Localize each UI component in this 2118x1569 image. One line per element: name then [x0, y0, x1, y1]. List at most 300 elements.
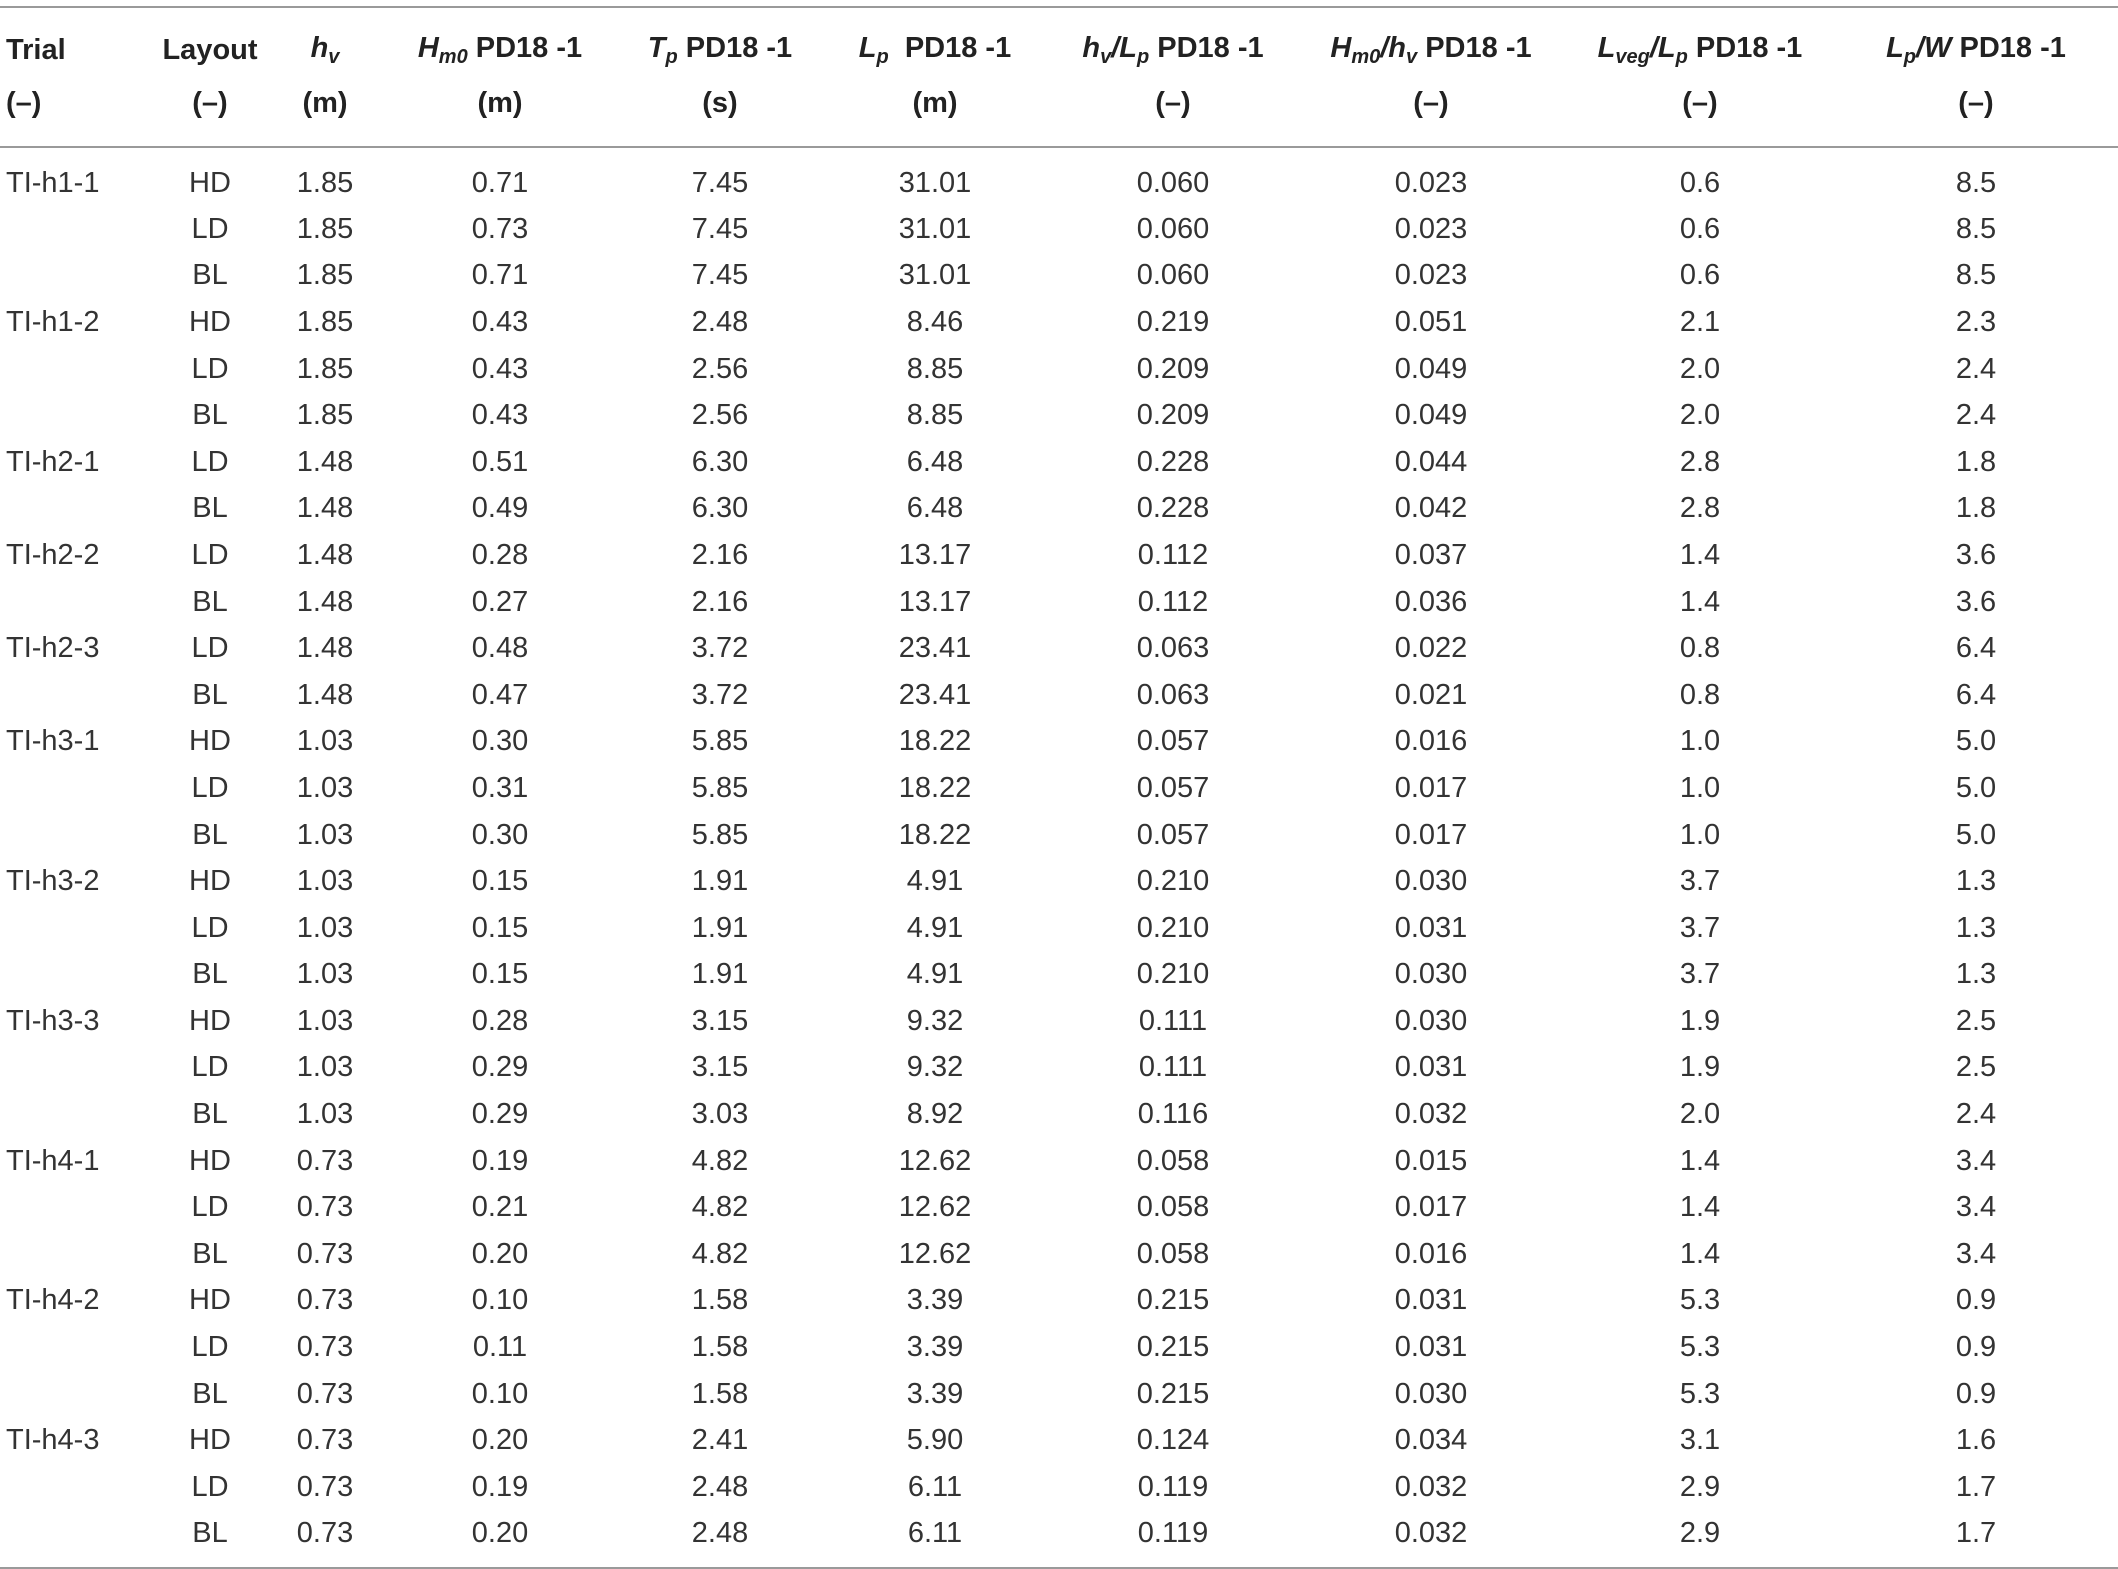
- value-cell: 1.03: [296, 958, 354, 991]
- layout-cell: LD: [191, 445, 229, 478]
- value-cell: 0.228: [1136, 445, 1210, 478]
- column-header-subscript: m0: [438, 45, 468, 68]
- table-row: [0, 299, 2118, 346]
- value-cell: 5.3: [1679, 1331, 1721, 1364]
- table-row: [0, 147, 2118, 206]
- value-cell: 1.91: [691, 958, 749, 991]
- column-header-symbol-2: /W: [1916, 31, 1952, 64]
- value-cell: 3.4: [1955, 1191, 1997, 1224]
- value-cell: 8.46: [906, 305, 964, 338]
- value-cell: 3.39: [906, 1284, 964, 1317]
- value-cell: 4.82: [691, 1191, 749, 1224]
- value-cell: 5.3: [1679, 1377, 1721, 1410]
- value-cell: 2.1: [1679, 305, 1721, 338]
- value-cell: 1.9: [1679, 1051, 1721, 1084]
- layout-cell: LD: [191, 352, 229, 385]
- value-cell: 2.8: [1679, 445, 1721, 478]
- value-cell: 0.71: [471, 259, 529, 292]
- value-cell: 1.91: [691, 911, 749, 944]
- layout-cell: HD: [189, 725, 231, 758]
- column-unit-0: (–): [0, 78, 150, 147]
- value-cell: 18.22: [898, 818, 972, 851]
- value-cell: 0.210: [1136, 911, 1210, 944]
- column-unit-2: (m): [270, 78, 380, 147]
- table-row: [0, 486, 2118, 533]
- value-cell: 1.48: [296, 492, 354, 525]
- layout-cell: HD: [189, 1004, 231, 1037]
- value-cell: 13.17: [898, 585, 972, 618]
- value-cell: 2.41: [691, 1424, 749, 1457]
- value-cell: 1.03: [296, 1098, 354, 1131]
- layout-cell: HD: [189, 305, 231, 338]
- column-header-subscript: p: [665, 45, 678, 68]
- value-cell: 0.49: [471, 492, 529, 525]
- value-cell: 1.8: [1955, 445, 1997, 478]
- table-row: [0, 392, 2118, 439]
- value-cell: 1.03: [296, 1051, 354, 1084]
- value-cell: 1.85: [296, 166, 354, 199]
- trial-cell: [0, 1371, 150, 1418]
- trial-cell: [0, 672, 150, 719]
- value-cell: 1.48: [296, 538, 354, 571]
- value-cell: 0.063: [1136, 632, 1210, 665]
- trial-cell: [0, 952, 150, 999]
- table-row: [0, 1511, 2118, 1569]
- value-cell: 0.022: [1394, 632, 1468, 665]
- value-cell: 0.9: [1955, 1331, 1997, 1364]
- value-cell: 5.0: [1955, 771, 1997, 804]
- value-cell: 1.03: [296, 771, 354, 804]
- value-cell: 0.29: [471, 1098, 529, 1131]
- value-cell: 0.032: [1394, 1470, 1468, 1503]
- value-cell: 0.48: [471, 632, 529, 665]
- value-cell: 3.03: [691, 1098, 749, 1131]
- value-cell: 3.7: [1679, 865, 1721, 898]
- value-cell: 0.8: [1679, 632, 1721, 665]
- value-cell: 3.6: [1955, 538, 1997, 571]
- column-header-4: [620, 0, 820, 78]
- trial-cell: TI-h3-1: [6, 725, 100, 758]
- value-cell: 0.228: [1136, 492, 1210, 525]
- trial-cell: TI-h4-2: [6, 1284, 100, 1317]
- layout-cell: LD: [191, 1470, 229, 1503]
- value-cell: 0.73: [296, 1331, 354, 1364]
- layout-cell: LD: [191, 212, 229, 245]
- value-cell: 0.057: [1136, 725, 1210, 758]
- trial-cell: [0, 905, 150, 952]
- value-cell: 0.73: [270, 1511, 380, 1569]
- layout-cell: BL: [192, 585, 228, 618]
- column-header-subscript-2: p: [1675, 45, 1688, 68]
- value-cell: 1.03: [296, 1004, 354, 1037]
- value-cell: 0.042: [1394, 492, 1468, 525]
- column-unit-6: (–): [1050, 78, 1296, 147]
- value-cell: 0.021: [1394, 678, 1468, 711]
- trial-cell: [0, 253, 150, 300]
- value-cell: 0.6: [1679, 212, 1721, 245]
- value-cell: 12.62: [898, 1237, 972, 1270]
- column-header-subscript: v: [1100, 45, 1112, 68]
- value-cell: 1.4: [1679, 538, 1721, 571]
- value-cell: 1.0: [1679, 818, 1721, 851]
- value-cell: 6.48: [906, 445, 964, 478]
- value-cell: 0.017: [1394, 1191, 1468, 1224]
- column-header-6: [1050, 0, 1296, 78]
- column-unit-4: (s): [620, 78, 820, 147]
- value-cell: 0.31: [471, 771, 529, 804]
- value-cell: 0.30: [471, 818, 529, 851]
- value-cell: 0.10: [471, 1377, 529, 1410]
- value-cell: 5.85: [691, 771, 749, 804]
- value-cell: 0.6: [1679, 166, 1721, 199]
- layout-cell: HD: [189, 166, 231, 199]
- value-cell: 0.119: [1137, 1470, 1209, 1503]
- value-cell: 8.5: [1955, 259, 1997, 292]
- value-cell: 2.4: [1955, 1098, 1997, 1131]
- value-cell: 31.01: [898, 212, 972, 245]
- column-unit-8: (–): [1566, 78, 1834, 147]
- column-header-8: [1566, 0, 1834, 78]
- value-cell: 0.119: [1050, 1511, 1296, 1569]
- layout-cell: BL: [150, 1511, 270, 1569]
- value-cell: 0.15: [471, 865, 529, 898]
- value-cell: 4.82: [691, 1237, 749, 1270]
- column-header-symbol-2: /L: [1649, 31, 1676, 64]
- value-cell: 0.112: [1137, 538, 1209, 571]
- column-header-subscript: p: [876, 45, 889, 68]
- value-cell: 8.85: [906, 399, 964, 432]
- trial-cell: TI-h3-3: [6, 1004, 100, 1037]
- trial-cell: TI-h3-2: [6, 865, 100, 898]
- value-cell: 1.7: [1955, 1470, 1997, 1503]
- value-cell: 0.8: [1679, 678, 1721, 711]
- value-cell: 8.85: [906, 352, 964, 385]
- value-cell: 1.85: [296, 305, 354, 338]
- value-cell: 0.030: [1394, 1004, 1468, 1037]
- column-header-5: [820, 0, 1050, 78]
- value-cell: 2.5: [1955, 1051, 1997, 1084]
- value-cell: 1.48: [296, 585, 354, 618]
- trial-cell: [0, 1324, 150, 1371]
- layout-cell: HD: [189, 1144, 231, 1177]
- layout-cell: BL: [192, 1237, 228, 1270]
- value-cell: 0.034: [1394, 1424, 1468, 1457]
- value-cell: 0.030: [1394, 958, 1468, 991]
- table-row: [0, 579, 2118, 626]
- table-row: [0, 858, 2118, 905]
- value-cell: 3.39: [906, 1377, 964, 1410]
- value-cell: 0.037: [1394, 538, 1468, 571]
- value-cell: 3.15: [691, 1051, 749, 1084]
- value-cell: 0.15: [471, 911, 529, 944]
- trial-cell: TI-h2-3: [6, 632, 100, 665]
- value-cell: 2.3: [1955, 305, 1997, 338]
- trial-cell: TI-h4-1: [6, 1144, 100, 1177]
- value-cell: 0.060: [1136, 166, 1210, 199]
- value-cell: 9.32: [906, 1051, 964, 1084]
- value-cell: 0.030: [1394, 1377, 1468, 1410]
- column-header-subscript: v: [328, 45, 340, 68]
- value-cell: 1.03: [296, 725, 354, 758]
- value-cell: 3.4: [1955, 1144, 1997, 1177]
- value-cell: 2.56: [691, 399, 749, 432]
- column-header-suffix: PD18 -1: [467, 31, 583, 64]
- column-header-symbol: h: [1082, 31, 1101, 64]
- value-cell: 0.20: [380, 1511, 620, 1569]
- value-cell: 0.73: [296, 1144, 354, 1177]
- table-row: [0, 1184, 2118, 1231]
- value-cell: 0.43: [471, 399, 529, 432]
- value-cell: 2.0: [1679, 1098, 1721, 1131]
- value-cell: 0.21: [471, 1191, 529, 1224]
- trial-cell: TI-h1-2: [6, 305, 100, 338]
- layout-cell: HD: [189, 865, 231, 898]
- column-header-suffix: PD18 -1: [1417, 31, 1532, 64]
- column-header-suffix: PD18 -1: [1951, 31, 2066, 64]
- value-cell: 1.85: [296, 352, 354, 385]
- value-cell: 0.43: [471, 305, 529, 338]
- column-header-7: [1296, 0, 1566, 78]
- table-row: [0, 532, 2118, 579]
- value-cell: 0.111: [1138, 1004, 1208, 1037]
- column-header-9: [1834, 0, 2118, 78]
- value-cell: 0.060: [1136, 259, 1210, 292]
- value-cell: 6.4: [1955, 678, 1997, 711]
- value-cell: 0.032: [1296, 1511, 1566, 1569]
- value-cell: 18.22: [898, 725, 972, 758]
- column-header-suffix: PD18 -1: [888, 31, 1012, 64]
- value-cell: 0.036: [1394, 585, 1468, 618]
- value-cell: 1.3: [1955, 911, 1997, 944]
- value-cell: 0.023: [1394, 166, 1468, 199]
- value-cell: 0.063: [1136, 678, 1210, 711]
- column-unit-7: (–): [1296, 78, 1566, 147]
- value-cell: 1.3: [1955, 865, 1997, 898]
- value-cell: 3.6: [1955, 585, 1997, 618]
- value-cell: 0.30: [471, 725, 529, 758]
- column-unit-3: (m): [380, 78, 620, 147]
- value-cell: 0.044: [1394, 445, 1468, 478]
- column-header-symbol-2: /L: [1111, 31, 1137, 64]
- value-cell: 3.7: [1679, 911, 1721, 944]
- value-cell: 4.91: [906, 865, 964, 898]
- value-cell: 0.023: [1394, 212, 1468, 245]
- value-cell: 0.210: [1136, 865, 1210, 898]
- trial-cell: [0, 206, 150, 253]
- value-cell: 1.03: [296, 818, 354, 851]
- column-header-suffix: PD18 -1: [1687, 31, 1803, 64]
- trial-cell: [0, 392, 150, 439]
- layout-cell: BL: [192, 818, 228, 851]
- value-cell: 5.0: [1955, 725, 1997, 758]
- value-cell: 0.209: [1136, 399, 1210, 432]
- value-cell: 0.017: [1394, 818, 1468, 851]
- value-cell: 6.4: [1955, 632, 1997, 665]
- value-cell: 0.032: [1394, 1098, 1468, 1131]
- value-cell: 6.30: [691, 445, 749, 478]
- table-row: [0, 1324, 2118, 1371]
- column-header-subscript-2: v: [1406, 45, 1418, 68]
- table-row: [0, 625, 2118, 672]
- value-cell: 0.51: [471, 445, 529, 478]
- layout-cell: LD: [191, 1051, 229, 1084]
- value-cell: 2.0: [1679, 352, 1721, 385]
- header-row-units: [0, 78, 2118, 147]
- trial-cell: [0, 346, 150, 393]
- value-cell: 0.219: [1136, 305, 1210, 338]
- value-cell: 0.057: [1136, 818, 1210, 851]
- trial-cell: [0, 579, 150, 626]
- value-cell: 1.0: [1679, 725, 1721, 758]
- table-header: [0, 0, 2118, 147]
- trial-cell: [0, 765, 150, 812]
- column-header-symbol: H: [417, 31, 439, 64]
- value-cell: 0.6: [1679, 259, 1721, 292]
- value-cell: 0.058: [1136, 1191, 1210, 1224]
- trial-cell: TI-h4-3: [6, 1424, 100, 1457]
- value-cell: 1.8: [1955, 492, 1997, 525]
- value-cell: 0.049: [1394, 399, 1468, 432]
- value-cell: 0.19: [471, 1144, 529, 1177]
- column-header-symbol: T: [647, 31, 666, 64]
- value-cell: 1.48: [296, 632, 354, 665]
- trial-cell: [0, 812, 150, 859]
- value-cell: 0.058: [1136, 1237, 1210, 1270]
- value-cell: 6.48: [906, 492, 964, 525]
- value-cell: 3.7: [1679, 958, 1721, 991]
- value-cell: 0.124: [1136, 1424, 1210, 1457]
- value-cell: 0.112: [1137, 585, 1209, 618]
- value-cell: 0.9: [1955, 1377, 1997, 1410]
- value-cell: 0.9: [1955, 1284, 1997, 1317]
- value-cell: 0.73: [471, 212, 529, 245]
- value-cell: 0.023: [1394, 259, 1468, 292]
- value-cell: 0.28: [471, 538, 529, 571]
- value-cell: 2.9: [1679, 1470, 1721, 1503]
- layout-cell: HD: [189, 1424, 231, 1457]
- table-row: [0, 1231, 2118, 1278]
- value-cell: 2.16: [691, 538, 749, 571]
- value-cell: 7.45: [691, 212, 749, 245]
- value-cell: 18.22: [898, 771, 972, 804]
- table-row: [0, 672, 2118, 719]
- value-cell: 2.56: [691, 352, 749, 385]
- value-cell: 2.4: [1955, 352, 1997, 385]
- trial-cell: TI-h1-1: [6, 166, 100, 199]
- layout-cell: BL: [192, 1098, 228, 1131]
- value-cell: 1.3: [1955, 958, 1997, 991]
- table-row: [0, 905, 2118, 952]
- value-cell: 8.5: [1955, 212, 1997, 245]
- value-cell: 0.29: [471, 1051, 529, 1084]
- table-row: [0, 1278, 2118, 1325]
- value-cell: 12.62: [898, 1191, 972, 1224]
- value-cell: 0.057: [1136, 771, 1210, 804]
- value-cell: 0.031: [1394, 1331, 1468, 1364]
- value-cell: 0.73: [296, 1284, 354, 1317]
- trial-cell: [0, 1045, 150, 1092]
- layout-cell: BL: [192, 1377, 228, 1410]
- value-cell: 0.28: [471, 1004, 529, 1037]
- column-unit-1: (–): [150, 78, 270, 147]
- value-cell: 1.58: [691, 1331, 749, 1364]
- column-header-subscript: veg: [1615, 45, 1650, 68]
- trial-cell: [0, 1464, 150, 1511]
- value-cell: 0.215: [1136, 1331, 1210, 1364]
- column-header-subscript-2: p: [1136, 45, 1150, 68]
- value-cell: 5.85: [691, 818, 749, 851]
- value-cell: 0.060: [1136, 212, 1210, 245]
- value-cell: 1.4: [1679, 585, 1721, 618]
- value-cell: 0.43: [471, 352, 529, 385]
- column-header-0: [0, 0, 150, 78]
- layout-cell: LD: [191, 1191, 229, 1224]
- value-cell: 0.015: [1394, 1144, 1468, 1177]
- value-cell: 1.58: [691, 1377, 749, 1410]
- value-cell: 13.17: [898, 538, 972, 571]
- trial-cell: TI-h2-2: [6, 538, 100, 571]
- table-row: [0, 253, 2118, 300]
- value-cell: 1.85: [296, 259, 354, 292]
- table-row: [0, 206, 2118, 253]
- column-header-symbol-2: /h: [1380, 31, 1407, 64]
- value-cell: 7.45: [691, 166, 749, 199]
- value-cell: 3.39: [906, 1331, 964, 1364]
- value-cell: 4.91: [906, 958, 964, 991]
- layout-cell: LD: [191, 771, 229, 804]
- value-cell: 3.4: [1955, 1237, 1997, 1270]
- column-header-symbol: L: [1597, 31, 1616, 64]
- column-header-2: [270, 0, 380, 78]
- value-cell: 0.73: [296, 1470, 354, 1503]
- value-cell: 0.058: [1136, 1144, 1210, 1177]
- value-cell: 31.01: [898, 166, 972, 199]
- value-cell: 7.45: [691, 259, 749, 292]
- table-row: [0, 998, 2118, 1045]
- value-cell: 0.71: [471, 166, 529, 199]
- value-cell: 2.4: [1955, 399, 1997, 432]
- value-cell: 23.41: [898, 678, 972, 711]
- column-header-suffix: PD18 -1: [1149, 31, 1264, 64]
- table-row: [0, 1091, 2118, 1138]
- value-cell: 3.1: [1679, 1424, 1721, 1457]
- value-cell: 0.031: [1394, 1284, 1468, 1317]
- value-cell: 0.210: [1136, 958, 1210, 991]
- trial-cell: TI-h2-1: [6, 445, 100, 478]
- value-cell: 1.48: [296, 678, 354, 711]
- value-cell: 0.10: [471, 1284, 529, 1317]
- column-header-1: [150, 0, 270, 78]
- column-header-subscript: p: [1903, 45, 1917, 68]
- value-cell: 2.9: [1566, 1511, 1834, 1569]
- value-cell: 31.01: [898, 259, 972, 292]
- column-header-subscript: m0: [1351, 45, 1381, 68]
- value-cell: 0.017: [1394, 771, 1468, 804]
- value-cell: 1.4: [1679, 1237, 1721, 1270]
- layout-cell: LD: [191, 911, 229, 944]
- table-row: [0, 1464, 2118, 1511]
- value-cell: 3.72: [691, 678, 749, 711]
- value-cell: 8.92: [906, 1098, 964, 1131]
- value-cell: 0.47: [471, 678, 529, 711]
- layout-cell: LD: [191, 1331, 229, 1364]
- layout-cell: BL: [192, 259, 228, 292]
- value-cell: 1.48: [296, 445, 354, 478]
- value-cell: 1.03: [296, 865, 354, 898]
- value-cell: 1.58: [691, 1284, 749, 1317]
- column-header-symbol: h: [310, 31, 329, 64]
- layout-cell: LD: [191, 632, 229, 665]
